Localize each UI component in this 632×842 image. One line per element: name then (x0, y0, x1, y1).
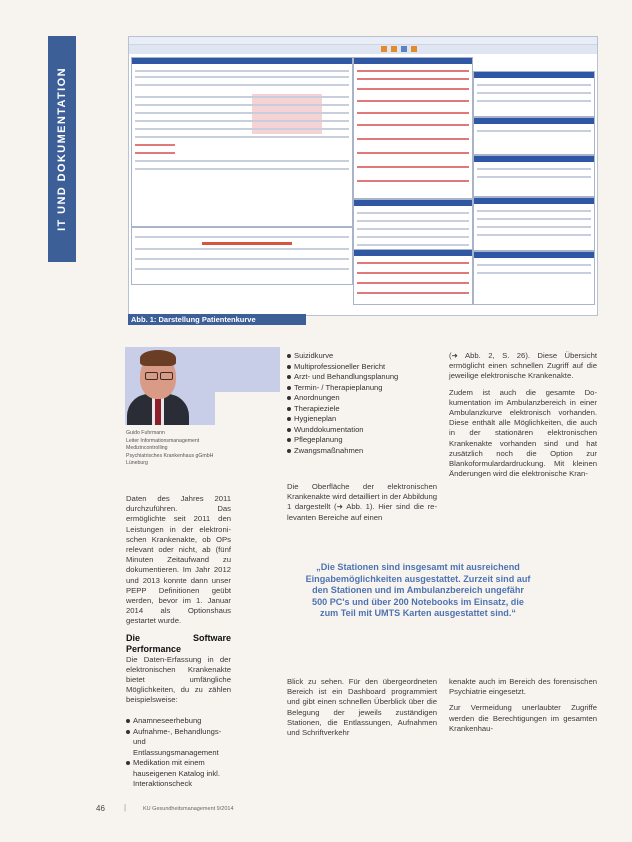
list-item: Multiprofessioneller Bericht (287, 362, 437, 373)
middle-bottom-paragraph: Blick zu sehen. Für den übergeordneten Bereich ist ein Dashboard programmiert und gibt einen schnellen Überblick über die Belegung der jeweils zuständigen Stationen, die Entlassungen, Aufnahmen und Schriftverkehr (287, 677, 437, 738)
figure-row (135, 128, 349, 130)
figure-row (477, 100, 591, 102)
middle-paragraph: Die Oberfläche der elektronischen Krankenakte wird detailliert in der Abbildung 1 dargestellt (➜ Abb. 1). Hier sind die relevanten Bereiche auf einen (287, 482, 437, 522)
figure-row (135, 258, 349, 260)
footer-separator: | (124, 803, 127, 812)
figure-row (135, 70, 349, 72)
list-item: Aufnahme-, Behandlungs- und Entlassungsmanagement (126, 727, 231, 759)
figure-row (357, 236, 469, 238)
figure-bottom-panel (353, 249, 473, 305)
figure-row (357, 70, 469, 72)
figure-row (357, 262, 469, 264)
figure-panel-header (474, 156, 594, 162)
figure-row (357, 292, 469, 294)
figure-menubar (129, 37, 597, 45)
journal-name: KU Gesundheitsmanagement 9/2014 (143, 806, 234, 812)
figure-row (135, 112, 349, 114)
figure-row (135, 136, 349, 138)
figure-row (357, 180, 469, 182)
left-intro-paragraph: Daten des Jahres 2011 durchzuführen. Das ermöglichte seit 2011 den Leistungen in der elektronischen Krankenakte, ob OPs relevant oder nicht, ab (fünf Minuten Zeitaufwand zu dokumentieren. Im Jahr 2012 und 2013 konnte dann unser PEPP Definitionen geübt werden, bevor im 1. Januar 2014 als Optionshaus gestartet wurde. (126, 494, 231, 626)
figure-row (135, 96, 349, 98)
list-item: Pflegeplanung (287, 435, 437, 446)
figure-row (135, 160, 349, 162)
list-item: Hygieneplan (287, 414, 437, 425)
author-name: Guido Fuhrmann (126, 430, 165, 436)
figure-screenshot (128, 36, 598, 316)
figure-row (477, 234, 591, 236)
figure-lower-panel (131, 227, 353, 285)
section-heading: Die Software Performance (126, 632, 231, 654)
right-paragraph-1: (➜ Abb. 2, S. 26). Diese Übersicht ermöglicht einen schnellen Zugriff auf die jeweilige elektronische Krankenakte. (449, 351, 597, 381)
figure-panel-header (474, 118, 594, 124)
figure-toolbar-icon (411, 46, 417, 52)
right-paragraph-2: Zudem ist auch die gesamte Dokumentation im Ambulanzbereich in einer Ambulanzkurve elektronisch vorhanden. Diese enthält alle Möglichkeiten, die auch in der stationären elektronischen Krankenakte vorhanden sind und hat zusätzlich noch die Option zur Blankoformulardardruckung. Mit kleinen Änderungen wird die elektronische Kran- (449, 387, 597, 479)
figure-row (135, 152, 175, 154)
figure-curve-panel (131, 57, 353, 227)
portrait-background-block (190, 347, 280, 392)
page-number: 46 (96, 804, 105, 813)
author-bio (126, 430, 226, 468)
list-item: Anamneseerhebung (126, 716, 231, 727)
figure-panel-header (474, 252, 594, 258)
figure-info-panel (473, 117, 595, 155)
list-item: Arzt- und Behandlungsplanung (287, 372, 437, 383)
figure-toolbar-icon (381, 46, 387, 52)
list-item: Therapieziele (287, 404, 437, 415)
left-body-paragraph: Die Daten-Erfassung in der elektronischen Krankenakte bietet umfängliche Möglichkeiten, du zu zählen beispielsweise: (126, 654, 231, 705)
figure-row (477, 92, 591, 94)
list-item: Medikation mit einem hauseigenen Katalog inkl. Interaktionscheck (126, 758, 231, 790)
author-department: Medizincontrolling (126, 445, 168, 452)
figure-row (135, 236, 349, 238)
figure-row (357, 112, 469, 114)
figure-row (135, 76, 349, 78)
figure-row (357, 152, 469, 154)
figure-row (357, 88, 469, 90)
section-label-wrap (48, 36, 76, 262)
list-item: Wunddokumentation (287, 425, 437, 436)
left-bullet-list (126, 716, 231, 790)
figure-panel-header (354, 200, 472, 206)
right-column-bottom (449, 677, 597, 740)
figure-row (357, 282, 469, 284)
figure-row (135, 84, 349, 86)
figure-info-panel (473, 71, 595, 117)
left-column (126, 494, 231, 712)
figure-row (357, 100, 469, 102)
figure-row (357, 212, 469, 214)
right-column (449, 351, 597, 485)
figure-panel-header (474, 198, 594, 204)
figure-row (135, 168, 349, 170)
figure-row (135, 144, 175, 146)
figure-row (357, 228, 469, 230)
figure-row (357, 272, 469, 274)
figure-toolbar-icon (391, 46, 397, 52)
figure-row (477, 176, 591, 178)
figure-row (477, 226, 591, 228)
figure-panel-header (354, 250, 472, 256)
figure-row (357, 138, 469, 140)
figure-row (477, 84, 591, 86)
figure-row (357, 124, 469, 126)
list-item: Suizidkurve (287, 351, 437, 362)
figure-info-panel (473, 197, 595, 251)
right-bottom-paragraph-2: Zur Vermeidung unerlaubter Zugriffe werden die Berechtigungen im gesamten Krankenhau- (449, 703, 597, 733)
list-item: Anordnungen (287, 393, 437, 404)
figure-panel-header (132, 58, 352, 64)
figure-row (135, 104, 349, 106)
author-role: Leiter Informationsmanagement (126, 437, 200, 444)
figure-row (477, 218, 591, 220)
figure-row (477, 168, 591, 170)
figure-row (357, 166, 469, 168)
figure-toolbar-icon (401, 46, 407, 52)
figure-row (477, 130, 591, 132)
figure-caption: Abb. 1: Darstellung Patientenkurve (128, 314, 306, 325)
figure-row (477, 264, 591, 266)
portrait-tie (155, 398, 161, 425)
figure-row (135, 248, 349, 250)
portrait-glasses-right (160, 372, 173, 380)
middle-column-bottom (287, 677, 437, 744)
figure-info-panel (473, 251, 595, 305)
section-label: IT UND DOKUMENTATION (56, 67, 69, 231)
figure-panel-header (354, 58, 472, 64)
list-item: Termin- / Therapieplanung (287, 383, 437, 394)
figure-notes-panel (353, 57, 473, 199)
figure-row (135, 268, 349, 270)
figure-row (477, 272, 591, 274)
author-organization: Psychiatrisches Krankenhaus gGmbH (126, 452, 214, 459)
portrait-hair (140, 350, 176, 366)
figure-panel-header (474, 72, 594, 78)
list-item: Zwangsmaßnahmen (287, 446, 437, 457)
figure-row (357, 78, 469, 80)
figure-row (357, 220, 469, 222)
portrait-glasses-left (145, 372, 158, 380)
figure-row (135, 120, 349, 122)
middle-bullet-list (287, 351, 437, 456)
figure-row-marker (202, 242, 292, 245)
figure-row (477, 210, 591, 212)
pull-quote: „Die Stationen sind insgesamt mit ausreichend Eingabemöglichkeiten ausgestattet. Zurzeit sind auf den Stationen und im Ambulanzbereich ungefähr 500 PC's und über 200 Notebooks im Einsatz, die zum Teil mit UMTS Karten ausgestattet sind.“ (305, 562, 531, 619)
author-city: Lüneburg (126, 460, 148, 467)
middle-column-text (287, 482, 437, 529)
figure-info-panel (473, 155, 595, 197)
figure-toolbar (129, 45, 597, 54)
figure-row (357, 244, 469, 246)
right-bottom-paragraph-1: kenakte auch im Bereich des forensischen Psychiatrie eingesetzt. (449, 677, 597, 697)
